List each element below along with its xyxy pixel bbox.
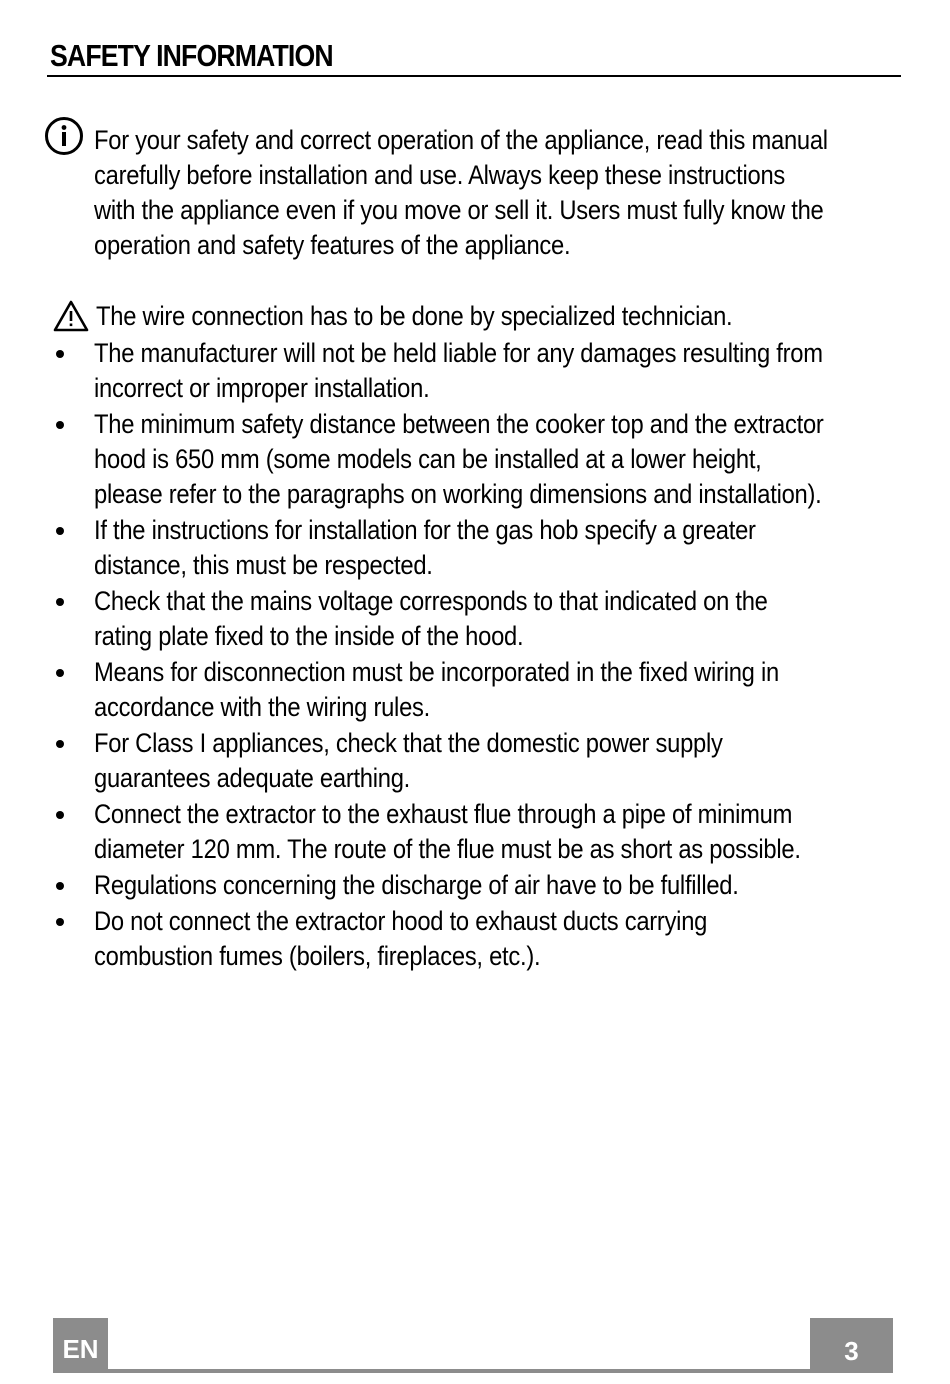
list-item (48, 407, 950, 512)
warning-text: The wire connection has to be done by specialized technician. (96, 301, 733, 331)
bullet-text (94, 336, 886, 406)
bullet-text (94, 407, 886, 512)
bullet-line: For Class I appliances, check that the domestic power supply (94, 728, 723, 758)
footer-rule (53, 1369, 893, 1373)
bullet-line: Check that the mains voltage corresponds to that indicated on the (94, 586, 768, 616)
bullet-line: distance, this must be respected. (94, 550, 433, 580)
warning-triangle-icon (52, 299, 90, 333)
bullet-line: please refer to the paragraphs on working dimensions and installation). (94, 479, 822, 509)
list-item (48, 513, 950, 583)
bullet-icon (56, 918, 64, 926)
info-line: carefully before installation and use. Always keep these instructions (94, 160, 786, 190)
bullet-text (94, 904, 886, 974)
bullet-icon (56, 350, 64, 358)
bullet-line: rating plate fixed to the inside of the hood. (94, 621, 524, 651)
bullet-line: guarantees adequate earthing. (94, 763, 411, 793)
list-item (48, 904, 950, 974)
bullet-line: Means for disconnection must be incorporated in the fixed wiring in (94, 657, 779, 687)
list-item (48, 797, 950, 867)
info-text (94, 123, 886, 263)
page-number: 3 (810, 1318, 893, 1373)
bullet-line: diameter 120 mm. The route of the flue must be as short as possible. (94, 834, 801, 864)
info-line: with the appliance even if you move or sell it. Users must fully know the (94, 195, 824, 225)
bullet-line: Regulations concerning the discharge of air have to be fulfilled. (94, 870, 739, 900)
list-item (48, 868, 950, 903)
bullet-line: combustion fumes (boilers, fireplaces, etc.). (94, 941, 541, 971)
bullet-icon (56, 882, 64, 890)
bullet-text (94, 655, 886, 725)
bullet-line: If the instructions for installation for the gas hob specify a greater (94, 515, 756, 545)
info-line: For your safety and correct operation of the appliance, read this manual (94, 125, 828, 155)
list-item (48, 336, 950, 406)
bullet-line: hood is 650 mm (some models can be installed at a lower height, (94, 444, 762, 474)
bullet-line: Do not connect the extractor hood to exhaust ducts carrying (94, 906, 708, 936)
bullet-line: The manufacturer will not be held liable for any damages resulting from (94, 338, 823, 368)
language-tab: EN (53, 1318, 108, 1373)
title-divider (47, 75, 901, 77)
bullet-text (94, 868, 886, 903)
bullet-line: Connect the extractor to the exhaust flue through a pipe of minimum (94, 799, 793, 829)
page-title: SAFETY INFORMATION (50, 38, 333, 73)
bullet-icon (56, 421, 64, 429)
bullet-icon (56, 598, 64, 606)
bullet-line: The minimum safety distance between the cooker top and the extractor (94, 409, 824, 439)
bullet-icon (56, 811, 64, 819)
bullet-icon (56, 740, 64, 748)
bullet-icon (56, 527, 64, 535)
bullet-text (94, 513, 886, 583)
bullet-icon (56, 669, 64, 677)
list-item (48, 655, 950, 725)
info-circle-icon (44, 116, 84, 156)
info-line: operation and safety features of the appliance. (94, 230, 571, 260)
bullet-text (94, 797, 886, 867)
bullet-line: accordance with the wiring rules. (94, 692, 430, 722)
bullet-text (94, 584, 886, 654)
list-item (48, 584, 950, 654)
safety-bullet-list (48, 336, 950, 975)
bullet-text (94, 726, 886, 796)
bullet-line: incorrect or improper installation. (94, 373, 430, 403)
list-item (48, 726, 950, 796)
